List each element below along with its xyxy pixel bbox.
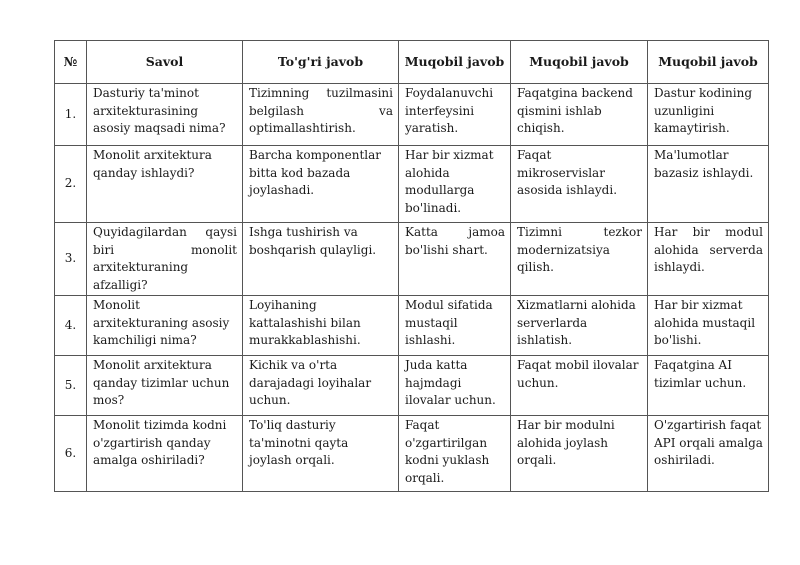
alternative-answer-cell: Faqat o'zgartirilgan kodni yuklash orqali. bbox=[399, 416, 511, 492]
header-alternative-answer-2: Muqobil javob bbox=[511, 41, 648, 84]
row-number: 3. bbox=[55, 223, 87, 296]
table-row bbox=[55, 84, 769, 146]
alternative-answer-cell: Ma'lumotlar bazasiz ishlaydi. bbox=[648, 146, 769, 223]
row-number: 4. bbox=[55, 296, 87, 356]
header-question: Savol bbox=[87, 41, 243, 84]
alternative-answer-cell: Dastur kodining uzunligini kamaytirish. bbox=[648, 84, 769, 146]
correct-answer-cell: Barcha komponentlar bitta kod bazada joylashadi. bbox=[243, 146, 399, 223]
alternative-answer-cell: Foydalanuvchi interfeysini yaratish. bbox=[399, 84, 511, 146]
alternative-answer-cell: Har bir xizmat alohida mustaqil bo'lishi. bbox=[648, 296, 769, 356]
alternative-answer-cell: Xizmatlarni alohida serverlarda ishlatish. bbox=[511, 296, 648, 356]
header-number: № bbox=[55, 41, 87, 84]
question-cell: Monolit arxitekturaning asosiy kamchiligi nima? bbox=[87, 296, 243, 356]
header-alternative-answer-3: Muqobil javob bbox=[648, 41, 769, 84]
alternative-answer-cell: Faqatgina AI tizimlar uchun. bbox=[648, 356, 769, 416]
alternative-answer-cell: Modul sifatida mustaqil ishlashi. bbox=[399, 296, 511, 356]
table-header-row bbox=[55, 41, 769, 84]
alternative-answer-cell: Katta jamoa bo'lishi shart. bbox=[399, 223, 511, 296]
question-cell: Dasturiy ta'minot arxitekturasining asosiy maqsadi nima? bbox=[87, 84, 243, 146]
alternative-answer-cell: O'zgartirish faqat API orqali amalga oshiriladi. bbox=[648, 416, 769, 492]
table-row bbox=[55, 223, 769, 296]
alternative-answer-cell: Har bir xizmat alohida modullarga bo'linadi. bbox=[399, 146, 511, 223]
header-alternative-answer-1: Muqobil javob bbox=[399, 41, 511, 84]
question-cell: Quyidagilardan qaysi biri monolit arxitekturaning afzalligi? bbox=[87, 223, 243, 296]
header-correct-answer: To'g'ri javob bbox=[243, 41, 399, 84]
correct-answer-cell: Kichik va o'rta darajadagi loyihalar uchun. bbox=[243, 356, 399, 416]
alternative-answer-cell: Faqat mobil ilovalar uchun. bbox=[511, 356, 648, 416]
table-row bbox=[55, 356, 769, 416]
table-row bbox=[55, 146, 769, 223]
correct-answer-cell: Loyihaning kattalashishi bilan murakkablashishi. bbox=[243, 296, 399, 356]
alternative-answer-cell: Har bir modul alohida serverda ishlaydi. bbox=[648, 223, 769, 296]
alternative-answer-cell: Faqatgina backend qismini ishlab chiqish. bbox=[511, 84, 648, 146]
alternative-answer-cell: Faqat mikroservislar asosida ishlaydi. bbox=[511, 146, 648, 223]
row-number: 6. bbox=[55, 416, 87, 492]
alternative-answer-cell: Juda katta hajmdagi ilovalar uchun. bbox=[399, 356, 511, 416]
quiz-table bbox=[54, 40, 769, 492]
alternative-answer-cell: Tizimni tezkor modernizatsiya qilish. bbox=[511, 223, 648, 296]
table-row bbox=[55, 296, 769, 356]
alternative-answer-cell: Har bir modulni alohida joylash orqali. bbox=[511, 416, 648, 492]
correct-answer-cell: To'liq dasturiy ta'minotni qayta joylash orqali. bbox=[243, 416, 399, 492]
row-number: 1. bbox=[55, 84, 87, 146]
table-row bbox=[55, 416, 769, 492]
row-number: 2. bbox=[55, 146, 87, 223]
question-cell: Monolit arxitektura qanday ishlaydi? bbox=[87, 146, 243, 223]
question-cell: Monolit arxitektura qanday tizimlar uchun mos? bbox=[87, 356, 243, 416]
row-number: 5. bbox=[55, 356, 87, 416]
correct-answer-cell: Ishga tushirish va boshqarish qulayligi. bbox=[243, 223, 399, 296]
correct-answer-cell: Tizimning tuzilmasini belgilash va optimallashtirish. bbox=[243, 84, 399, 146]
question-cell: Monolit tizimda kodni o'zgartirish qanday amalga oshiriladi? bbox=[87, 416, 243, 492]
